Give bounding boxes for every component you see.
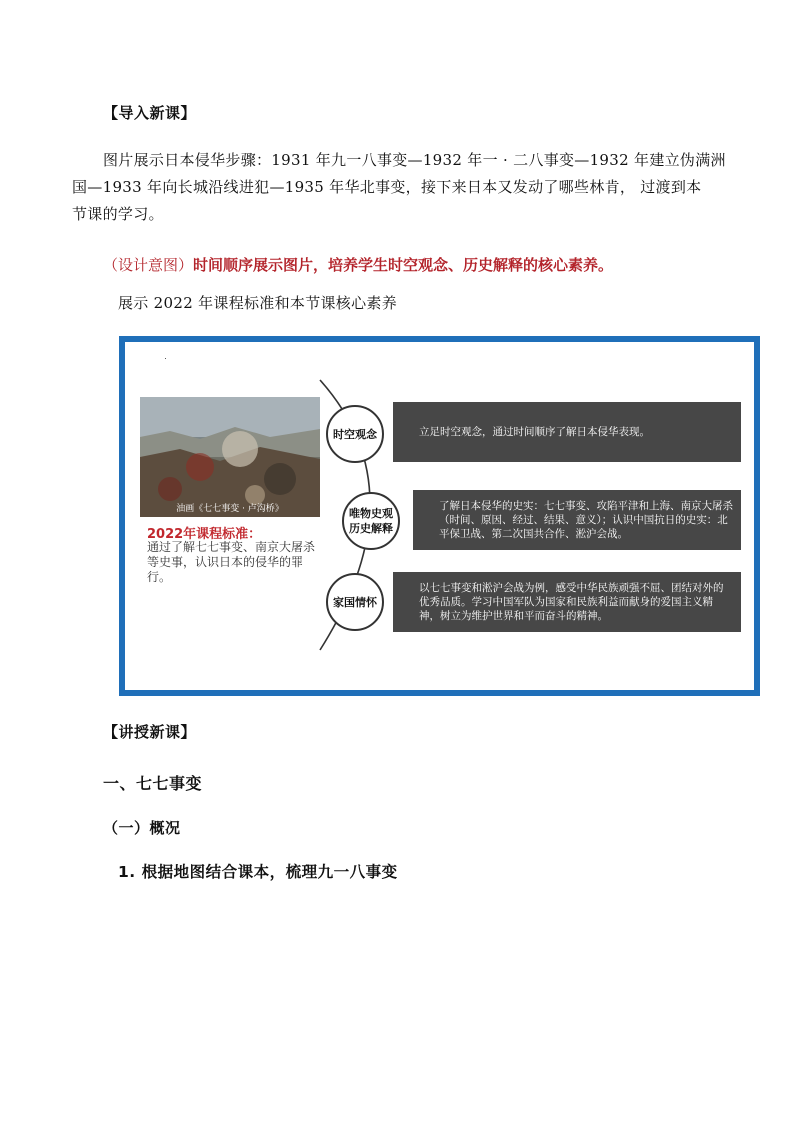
- standard-title: 2022年课程标准：: [147, 527, 262, 542]
- photo-caption: 油画《七七事变 · 卢沟桥》: [176, 504, 284, 514]
- literacy-text-1: 立足时空观念，通过时间顺序了解日本侵华表现。: [419, 426, 650, 438]
- core-literacy-figure: [119, 336, 760, 696]
- literacy-bar-1: [393, 402, 741, 462]
- literacy-circle-2: [342, 492, 400, 550]
- literacy-circle-2-line-1: 唯物史观: [349, 507, 393, 520]
- subsection-title: （一）概况: [103, 819, 181, 837]
- design-intent-text: 时间顺序展示图片，培养学生时空观念、历史解释的核心素养。: [193, 256, 614, 274]
- section-title: 一、七七事变: [103, 774, 203, 793]
- literacy-circle-1: [326, 405, 384, 463]
- literacy-text-3: 以七七事变和淞沪会战为例，感受中华民族顽强不屈、团结对外的优秀品质。学习中国军队为国家和民族利益而献身的爱国主义精神，树立为维护世界和平而奋斗的精神。: [419, 582, 724, 622]
- intro-paragraph-line-2: 国—1933 年向长城沿线进犯—1935 年华北事变，接下来日本又发动了哪些林肯， 过渡到本: [72, 178, 702, 196]
- intro-paragraph-line-1: 图片展示日本侵华步骤：1931 年九一八事变—1932 年一 · 二八事变—1932 年建立伪满洲: [103, 151, 726, 169]
- literacy-bar-2: [413, 490, 741, 550]
- literacy-bar-3: [393, 572, 741, 632]
- literacy-circle-3-line-1: 家国情怀: [333, 595, 377, 609]
- design-intent: [103, 254, 613, 275]
- lesson-heading: 【讲授新课】: [103, 723, 197, 741]
- intro-paragraph-line-3: 节课的学习。: [72, 205, 164, 223]
- literacy-circle-2-line-2: 历史解释: [349, 522, 393, 535]
- show-standard-line: 展示 2022 年课程标准和本节课核心素养: [118, 294, 398, 312]
- design-intent-label: （设计意图）: [103, 256, 194, 274]
- literacy-text-2: 了解日本侵华的史实：七七事变、攻陷平津和上海、南京大屠杀（时间、原因、经过、结果、意义）；认识中国抗日的史实：北平保卫战、第二次国共合作、淞沪会战。: [439, 500, 733, 540]
- intro-heading: 【导入新课】: [103, 104, 197, 122]
- standard-text: 通过了解七七事变、南京大屠杀等史事，认识日本的侵华的罪行。: [147, 540, 316, 584]
- intro-paragraph: [72, 147, 743, 228]
- literacy-circle-1-line-1: 时空观念: [333, 427, 377, 441]
- item-title: 1. 根据地图结合课本，梳理九一八事变: [118, 863, 398, 881]
- literacy-circle-3: [326, 573, 384, 631]
